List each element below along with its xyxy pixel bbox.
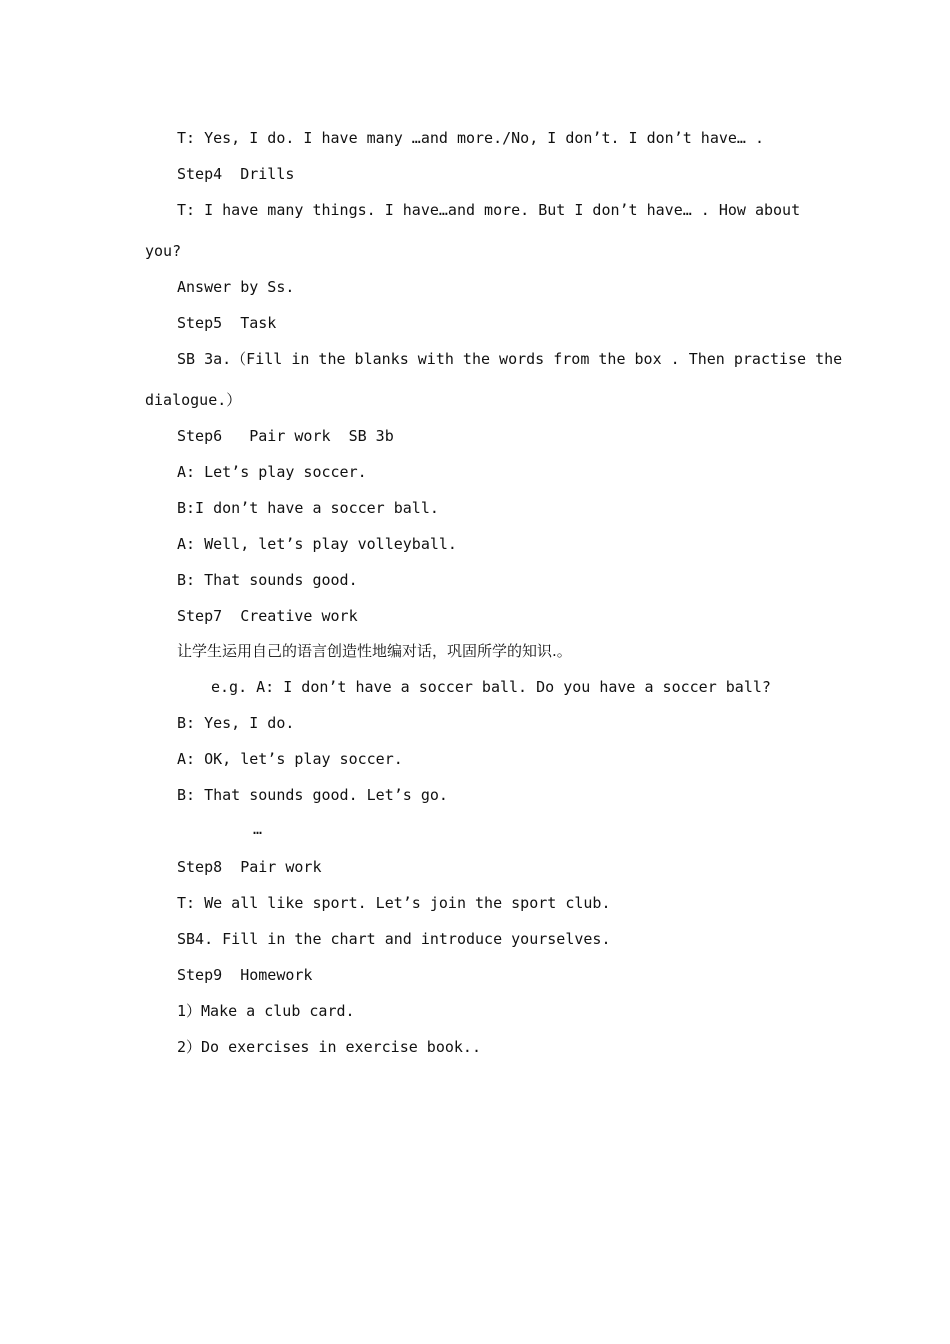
dialogue-line: e.g. A: I don’t have a soccer ball. Do you have a soccer ball? xyxy=(211,678,771,696)
step-heading: Step9 Homework xyxy=(177,966,313,984)
step-heading: Step8 Pair work xyxy=(177,858,322,876)
dialogue-line: A: Well, let’s play volleyball. xyxy=(177,535,457,553)
text-line: dialogue.） xyxy=(145,391,242,409)
dialogue-line: A: Let’s play soccer. xyxy=(177,463,367,481)
step-heading: Step6 Pair work SB 3b xyxy=(177,427,394,445)
text-line: T: Yes, I do. I have many …and more./No, I don’t. I don’t have… . xyxy=(177,129,764,147)
text-line: SB 3a.（Fill in the blanks with the words from the box . Then practise the xyxy=(177,350,843,368)
step-heading: Step4 Drills xyxy=(177,165,295,183)
dialogue-line: B: That sounds good. xyxy=(177,571,358,589)
text-line: SB4. Fill in the chart and introduce yourselves. xyxy=(177,930,611,948)
dialogue-line: A: OK, let’s play soccer. xyxy=(177,750,403,768)
homework-item: 2）Do exercises in exercise book.. xyxy=(177,1038,481,1056)
text-line: T: I have many things. I have…and more. But I don’t have… . How about xyxy=(177,201,801,219)
text-line: Answer by Ss. xyxy=(177,278,295,296)
step-heading: Step7 Creative work xyxy=(177,607,358,625)
homework-item: 1）Make a club card. xyxy=(177,1002,355,1020)
step-heading: Step5 Task xyxy=(177,314,277,332)
text-line: T: We all like sport. Let’s join the sport club. xyxy=(177,894,611,912)
dialogue-line: B: That sounds good. Let’s go. xyxy=(177,786,448,804)
ellipsis-line: … xyxy=(253,820,263,838)
text-line: you? xyxy=(145,242,182,260)
chinese-instruction: 让学生运用自己的语言创造性地编对话，巩固所学的知识.。 xyxy=(177,642,572,660)
dialogue-line: B: Yes, I do. xyxy=(177,714,295,732)
dialogue-line: B:I don’t have a soccer ball. xyxy=(177,499,439,517)
